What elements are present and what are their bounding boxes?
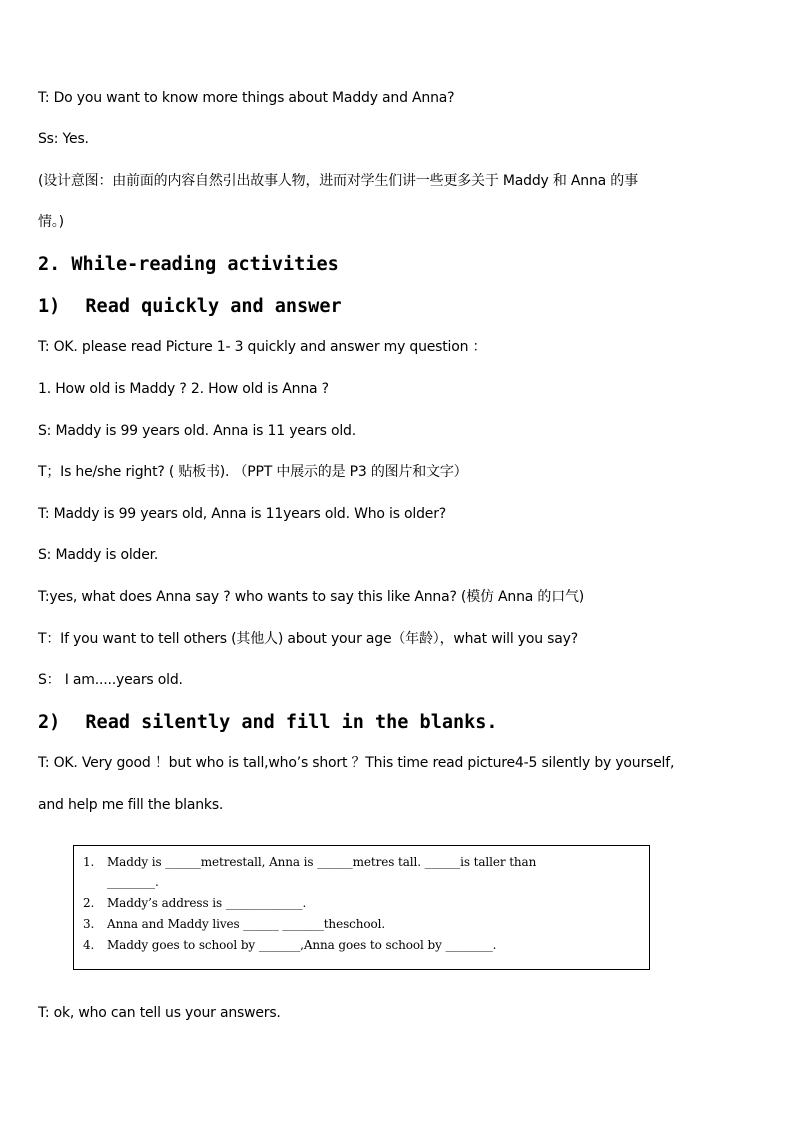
subsection-number: 2) bbox=[38, 712, 61, 733]
subsection-heading bbox=[38, 711, 498, 735]
exercise-item bbox=[83, 916, 385, 932]
dialogue-line: T: OK. Very good ！but who is tall,who’s short ？This time read picture4-5 silently by yourself, bbox=[38, 755, 675, 771]
dialogue-line: T:yes, what does Anna say ? who wants to say this like Anna? (模仿 Anna 的口气) bbox=[38, 589, 585, 605]
dialogue-line: T: Maddy is 99 years old, Anna is 11years old. Who is older? bbox=[38, 506, 446, 522]
section-title: While-reading activities bbox=[71, 254, 339, 275]
dialogue-line: T：If you want to tell others (其他人) about your age（年龄），what will you say? bbox=[38, 631, 578, 647]
exercise-item bbox=[83, 854, 536, 870]
exercise-item bbox=[83, 937, 496, 953]
exercise-item bbox=[83, 895, 306, 911]
subsection-heading bbox=[38, 295, 342, 319]
question-line: 1. How old is Maddy ? 2. How old is Anna ? bbox=[38, 381, 329, 397]
design-intent-line: 情。) bbox=[38, 214, 64, 230]
design-intent-line: (设计意图：由前面的内容自然引出故事人物，进而对学生们讲一些更多关于 Maddy 和 Anna 的事 bbox=[38, 173, 638, 189]
dialogue-line: T: Do you want to know more things about Maddy and Anna? bbox=[38, 90, 455, 106]
dialogue-line: and help me fill the blanks. bbox=[38, 797, 224, 813]
dialogue-line: S: Maddy is older. bbox=[38, 547, 159, 563]
section-heading bbox=[38, 253, 339, 277]
exercise-item-text: Maddy’s address is _____________. bbox=[107, 896, 307, 910]
dialogue-line: S: Maddy is 99 years old. Anna is 11 years old. bbox=[38, 423, 356, 439]
exercise-item-text: Anna and Maddy lives ______ _______theschool. bbox=[107, 917, 386, 931]
dialogue-line: Ss: Yes. bbox=[38, 131, 89, 147]
fill-in-blanks-box bbox=[73, 845, 650, 970]
section-number: 2. bbox=[38, 254, 61, 275]
subsection-number: 1) bbox=[38, 296, 61, 317]
subsection-title: Read quickly and answer bbox=[85, 296, 342, 317]
dialogue-line: T: ok, who can tell us your answers. bbox=[38, 1005, 281, 1021]
exercise-item-number: 1. bbox=[83, 855, 95, 869]
subsection-title: Read silently and fill in the blanks. bbox=[85, 712, 498, 733]
exercise-item-text: Maddy goes to school by _______,Anna goes to school by ________. bbox=[107, 938, 497, 952]
exercise-item-text: Maddy is ______metrestall, Anna is ______metres tall. ______is taller than bbox=[107, 855, 537, 869]
dialogue-line: S： I am.....years old. bbox=[38, 672, 183, 688]
dialogue-line: T: OK. please read Picture 1- 3 quickly and answer my question ： bbox=[38, 339, 487, 355]
dialogue-line: T；Is he/she right? ( 贴板书). （PPT 中展示的是 P3 的图片和文字） bbox=[38, 464, 468, 480]
exercise-item-number: 3. bbox=[83, 917, 95, 931]
exercise-item-continuation: ________. bbox=[107, 875, 159, 889]
exercise-item-number: 4. bbox=[83, 938, 95, 952]
exercise-item-number: 2. bbox=[83, 896, 95, 910]
